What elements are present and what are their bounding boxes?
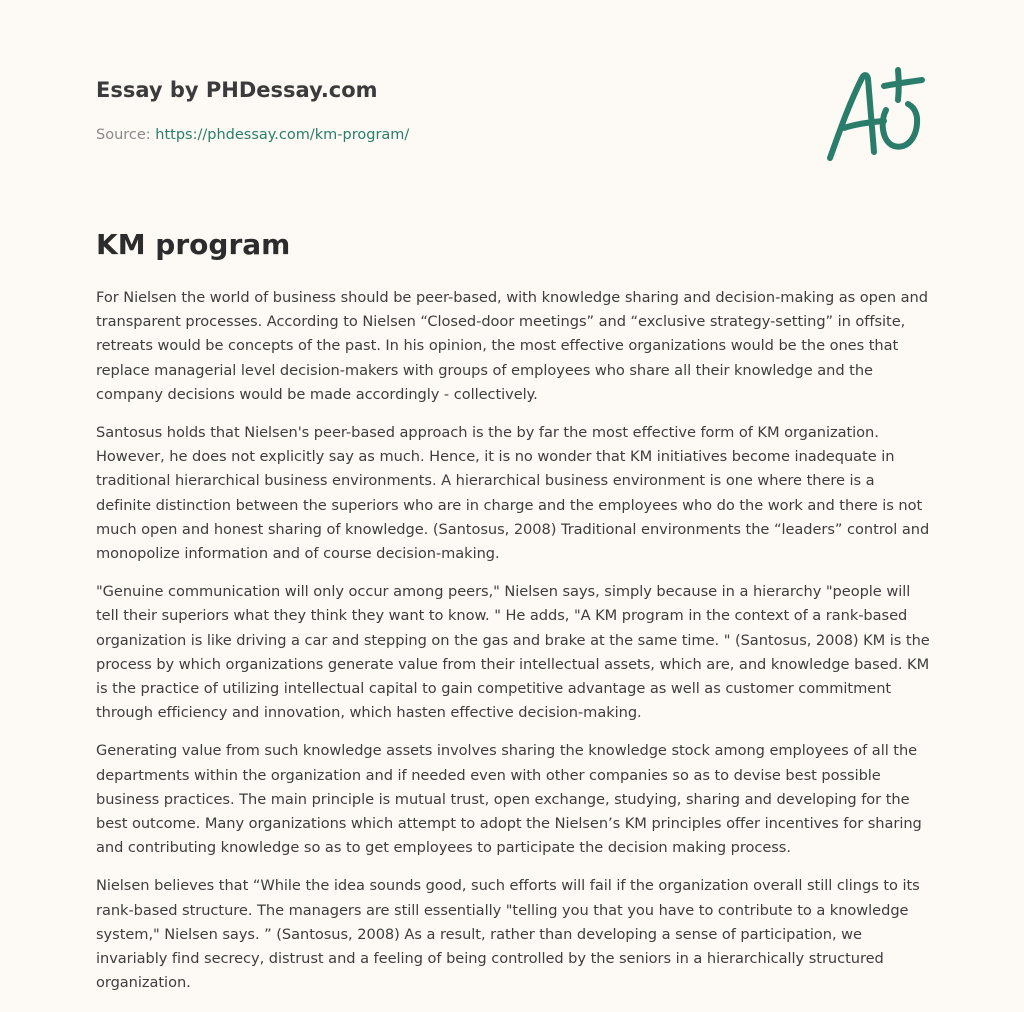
essay-paragraph: Santosus holds that Nielsen's peer-based approach is the by far the most effective form of KM organization. However, he does not explicitly say as much. Hence, it is no wonder that KM initiatives become inadequate in traditional hierarchical business environments. A hierarchical business environment is one where there is a definite distinction between the superiors who are in charge and the employees who do the work and there is not much open and honest sharing of knowledge. (Santosus, 2008) Traditional environments the “leaders” control and monopolize information and of course decision-making. bbox=[96, 424, 930, 563]
page-header bbox=[96, 76, 916, 145]
source-label: Source: bbox=[96, 127, 156, 143]
essay-title: KM program bbox=[96, 228, 291, 261]
essay-paragraph: Nielsen believes that “While the idea sounds good, such efforts will fail if the organization overall still clings to its rank-based structure. The managers are still essentially "telling you that you have to contribute to a knowledge system," Nielsen says. ” (Santosus, 2008) As a result, rather than developing a sense of participation, we invariably find secrecy, distrust and a feeling of being controlled by the seniors in a hierarchically structured organization. bbox=[96, 877, 920, 992]
essay-paragraph: For Nielsen the world of business should be peer-based, with knowledge sharing and decision-making as open and transparent processes. According to Nielsen “Closed-door meetings” and “exclusive strategy-setting” in offsite, retreats would be concepts of the past. In his opinion, the most effective organizations would be the ones that replace managerial level decision-makers with groups of employees who share all their knowledge and the company decisions would be made accordingly - collectively. bbox=[96, 289, 928, 403]
a-plus-logo-icon bbox=[822, 66, 932, 166]
site-title: Essay by PHDessay.com bbox=[96, 78, 378, 102]
source-link[interactable]: https://phdessay.com/km-program/ bbox=[155, 127, 410, 143]
essay-paragraph: Generating value from such knowledge assets involves sharing the knowledge stock among employees of all the departments within the organization and if needed even with other companies so as to devise best possible business practices. The main principle is mutual trust, open exchange, studying, sharing and developing for the best outcome. Many organizations which attempt to adopt the Nielsen’s KM principles offer incentives for sharing and contributing knowledge so as to get employees to participate the decision making process. bbox=[96, 742, 922, 857]
essay-content bbox=[96, 226, 931, 1009]
essay-paragraph: "Genuine communication will only occur among peers," Nielsen says, simply because in a hierarchy "people will tell their superiors what they think they want to know. " He adds, "A KM program in the context of a rank-based organization is like driving a car and stepping on the gas and brake at the same time. " (Santosus, 2008) KM is the process by which organizations generate value from their intellectual assets, which are, and knowledge based. KM is the practice of utilizing intellectual capital to gain competitive advantage as well as customer commitment through efficiency and innovation, which hasten effective decision-making. bbox=[96, 583, 930, 722]
source-line bbox=[96, 125, 916, 145]
